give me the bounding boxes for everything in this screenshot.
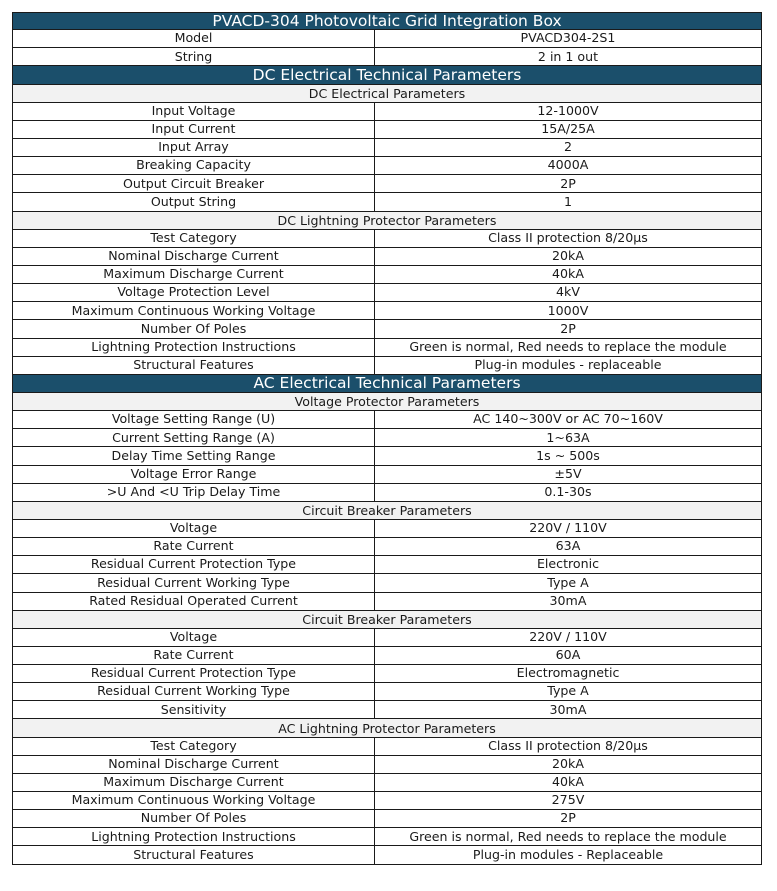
param-value: 2 xyxy=(374,139,762,156)
param-value: Electromagnetic xyxy=(374,665,762,682)
param-label: Output Circuit Breaker xyxy=(12,175,374,192)
table-row xyxy=(12,193,762,211)
param-value: 4000A xyxy=(374,157,762,174)
table-row xyxy=(12,647,762,665)
param-value: 275V xyxy=(374,792,762,809)
param-value: Class II protection 8/20μs xyxy=(374,738,762,755)
section-header: AC Electrical Technical Parameters xyxy=(253,374,521,393)
param-label: Maximum Discharge Current xyxy=(12,774,374,791)
subsection-header-row xyxy=(12,611,762,629)
param-value: 20kA xyxy=(374,756,762,773)
param-label: Residual Current Working Type xyxy=(12,574,374,591)
param-label: Number Of Poles xyxy=(12,320,374,337)
param-value: 40kA xyxy=(374,774,762,791)
subsection-header: Circuit Breaker Parameters xyxy=(302,502,472,518)
param-value: 30mA xyxy=(374,593,762,610)
param-label: Structural Features xyxy=(12,846,374,863)
subsection-header-row xyxy=(12,85,762,103)
table-row xyxy=(12,538,762,556)
table-row xyxy=(12,248,762,266)
param-label: Input Voltage xyxy=(12,103,374,120)
param-value: Class II protection 8/20μs xyxy=(374,230,762,247)
spec-table xyxy=(12,12,762,865)
param-label: Voltage xyxy=(12,520,374,537)
table-row xyxy=(12,284,762,302)
param-value: 2P xyxy=(374,810,762,827)
param-value: 60A xyxy=(374,647,762,664)
param-value: 1 xyxy=(374,193,762,210)
param-value: 0.1-30s xyxy=(374,484,762,501)
table-row xyxy=(12,429,762,447)
param-label: Input Current xyxy=(12,121,374,138)
table-row xyxy=(12,266,762,284)
param-value: 220V / 110V xyxy=(374,629,762,646)
subsection-header: DC Electrical Parameters xyxy=(308,85,466,101)
param-value: Type A xyxy=(374,683,762,700)
param-label: Maximum Discharge Current xyxy=(12,266,374,283)
param-value: AC 140~300V or AC 70~160V xyxy=(374,411,762,428)
table-row xyxy=(12,411,762,429)
subsection-header: Voltage Protector Parameters xyxy=(294,394,480,410)
param-value: 220V / 110V xyxy=(374,520,762,537)
param-label: Test Category xyxy=(12,738,374,755)
param-value: Plug-in modules - Replaceable xyxy=(374,846,762,863)
table-row xyxy=(12,828,762,846)
table-row xyxy=(12,810,762,828)
param-label: Maximum Continuous Working Voltage xyxy=(12,792,374,809)
param-label: Maximum Continuous Working Voltage xyxy=(12,302,374,319)
param-label: Delay Time Setting Range xyxy=(12,447,374,464)
section-header-row xyxy=(12,375,762,393)
param-value: 2P xyxy=(374,320,762,337)
param-label: Rate Current xyxy=(12,647,374,664)
param-value: Type A xyxy=(374,574,762,591)
subsection-header-row xyxy=(12,719,762,737)
param-label: Input Array xyxy=(12,139,374,156)
param-label: Output String xyxy=(12,193,374,210)
param-value: 2P xyxy=(374,175,762,192)
table-row xyxy=(12,466,762,484)
param-label: Residual Current Protection Type xyxy=(12,665,374,682)
param-value: Plug-in modules - replaceable xyxy=(374,357,762,374)
param-label: Voltage Error Range xyxy=(12,466,374,483)
param-value: 2 in 1 out xyxy=(374,48,762,65)
param-label: Rate Current xyxy=(12,538,374,555)
table-row xyxy=(12,629,762,647)
param-label: Current Setting Range (A) xyxy=(12,429,374,446)
table-row xyxy=(12,756,762,774)
subsection-header-row xyxy=(12,212,762,230)
param-value: 30mA xyxy=(374,701,762,718)
param-value: ±5V xyxy=(374,466,762,483)
table-row xyxy=(12,157,762,175)
param-label: Rated Residual Operated Current xyxy=(12,593,374,610)
param-value: 12-1000V xyxy=(374,103,762,120)
param-label: Lightning Protection Instructions xyxy=(12,339,374,356)
table-row xyxy=(12,683,762,701)
table-row xyxy=(12,738,762,756)
table-row xyxy=(12,520,762,538)
param-label: Test Category xyxy=(12,230,374,247)
param-value: Green is normal, Red needs to replace the module xyxy=(374,828,762,845)
table-row xyxy=(12,774,762,792)
param-label: Residual Current Working Type xyxy=(12,683,374,700)
param-label: Nominal Discharge Current xyxy=(12,248,374,265)
param-label: Voltage Protection Level xyxy=(12,284,374,301)
param-label: Voltage xyxy=(12,629,374,646)
table-row xyxy=(12,447,762,465)
param-value: 1000V xyxy=(374,302,762,319)
param-label: String xyxy=(12,48,374,65)
table-row xyxy=(12,103,762,121)
section-header: DC Electrical Technical Parameters xyxy=(252,66,522,84)
table-row xyxy=(12,339,762,357)
table-row xyxy=(12,302,762,320)
param-value: 1s ~ 500s xyxy=(374,447,762,464)
table-row xyxy=(12,230,762,248)
param-value: PVACD304-2S1 xyxy=(374,30,762,47)
section-header-row xyxy=(12,66,762,84)
table-row xyxy=(12,30,762,48)
table-row xyxy=(12,48,762,66)
param-value: 63A xyxy=(374,538,762,555)
subsection-header-row xyxy=(12,393,762,411)
param-label: Structural Features xyxy=(12,357,374,374)
table-row xyxy=(12,792,762,810)
table-row xyxy=(12,484,762,502)
param-label: >U And <U Trip Delay Time xyxy=(12,484,374,501)
param-label: Voltage Setting Range (U) xyxy=(12,411,374,428)
subsection-header: AC Lightning Protector Parameters xyxy=(278,720,496,736)
table-row xyxy=(12,357,762,375)
param-label: Nominal Discharge Current xyxy=(12,756,374,773)
table-row xyxy=(12,139,762,157)
param-value: 1~63A xyxy=(374,429,762,446)
table-title-row xyxy=(12,12,762,30)
subsection-header: Circuit Breaker Parameters xyxy=(302,611,472,627)
param-label: Sensitivity xyxy=(12,701,374,718)
param-label: Number Of Poles xyxy=(12,810,374,827)
table-row xyxy=(12,175,762,193)
table-row xyxy=(12,701,762,719)
param-value: 40kA xyxy=(374,266,762,283)
table-row xyxy=(12,846,762,864)
param-value: 4kV xyxy=(374,284,762,301)
table-row xyxy=(12,121,762,139)
param-value: 15A/25A xyxy=(374,121,762,138)
param-value: Electronic xyxy=(374,556,762,573)
table-row xyxy=(12,556,762,574)
param-label: Residual Current Protection Type xyxy=(12,556,374,573)
param-label: Lightning Protection Instructions xyxy=(12,828,374,845)
subsection-header: DC Lightning Protector Parameters xyxy=(277,212,497,228)
table-row xyxy=(12,320,762,338)
table-row xyxy=(12,665,762,683)
table-row xyxy=(12,593,762,611)
param-label: Breaking Capacity xyxy=(12,157,374,174)
param-label: Model xyxy=(12,30,374,47)
table-row xyxy=(12,574,762,592)
param-value: Green is normal, Red needs to replace the module xyxy=(374,339,762,356)
subsection-header-row xyxy=(12,502,762,520)
param-value: 20kA xyxy=(374,248,762,265)
table-title: PVACD-304 Photovoltaic Grid Integration Box xyxy=(212,12,562,31)
